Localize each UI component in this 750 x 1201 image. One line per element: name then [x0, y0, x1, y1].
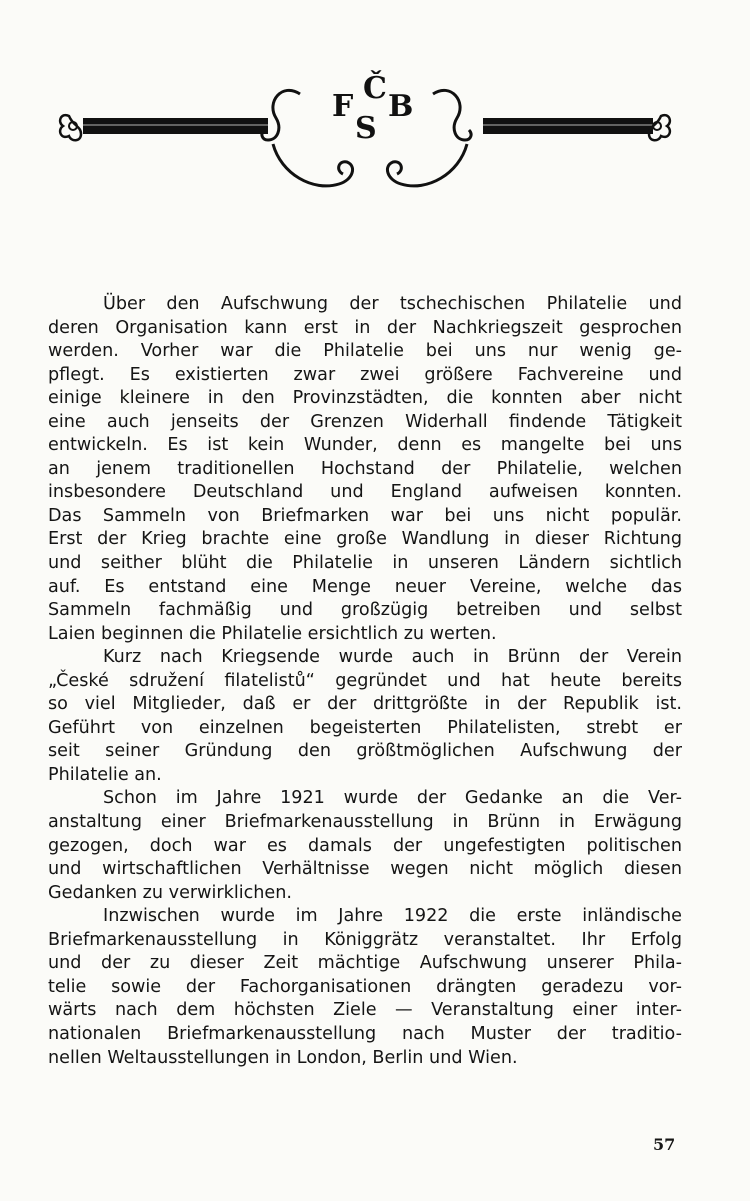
text-line: wärts nach dem höchsten Ziele — Veranstaltung einer inter- [48, 1000, 682, 1021]
paragraph-4 [48, 905, 682, 1070]
text-line: Schon im Jahre 1921 wurde der Gedanke an die Ver- [103, 788, 682, 809]
paragraph-3 [48, 787, 682, 905]
text-line: deren Organisation kann erst in der Nachkriegszeit gesprochen [48, 317, 682, 338]
text-line: auf. Es entstand eine Menge neuer Vereine, welche das [48, 576, 682, 597]
text-line: nellen Weltausstellungen in London, Berlin und Wien. [48, 1047, 518, 1068]
monogram-letter-s: S [355, 111, 377, 146]
monogram-letter-b: B [388, 89, 414, 124]
fcsb-headpiece-ornament [55, 60, 695, 200]
left-ornament-bar [60, 115, 268, 140]
paragraph-1 [48, 293, 682, 646]
body-text [48, 293, 682, 1070]
monogram-letter-c: Č [363, 71, 387, 106]
text-line: anstaltung einer Briefmarkenausstellung in Brünn in Erwägung [48, 812, 682, 833]
text-line: einige kleinere in den Provinzstädten, die konnten aber nicht [48, 388, 682, 409]
text-line: Laien beginnen die Philatelie ersichtlich zu werten. [48, 623, 497, 644]
text-line: und seither blüht die Philatelie in unseren Ländern sichtlich [48, 553, 682, 574]
text-line: entwickeln. Es ist kein Wunder, denn es mangelte bei uns [48, 435, 682, 456]
page-number: 57 [653, 1135, 676, 1154]
paragraph-2 [48, 646, 682, 787]
text-line: an jenem traditionellen Hochstand der Philatelie, welchen [48, 458, 682, 479]
text-line: nationalen Briefmarkenausstellung nach Muster der traditio- [48, 1023, 682, 1044]
text-line: werden. Vorher war die Philatelie bei uns nur wenig ge- [48, 341, 682, 362]
text-line: Geführt von einzelnen begeisterten Philatelisten, strebt er [48, 717, 682, 738]
text-line: so viel Mitglieder, daß er der drittgrößte in der Republik ist. [48, 694, 682, 715]
text-line: seit seiner Gründung den größtmöglichen Aufschwung der [48, 741, 682, 762]
text-line: eine auch jenseits der Grenzen Widerhall findende Tätigkeit [48, 411, 682, 432]
text-line: insbesondere Deutschland und England aufweisen konnten. [48, 482, 682, 503]
text-line: Das Sammeln von Briefmarken war bei uns nicht populär. [48, 505, 682, 526]
text-line: Briefmarkenausstellung in Königgrätz veranstaltet. Ihr Erfolg [48, 929, 682, 950]
text-line: Über den Aufschwung der tschechischen Philatelie und [103, 294, 682, 314]
text-line: und wirtschaftlichen Verhältnisse wegen nicht möglich diesen [48, 859, 682, 880]
text-line: „České sdružení filatelistů“ gegründet und hat heute bereits [48, 670, 682, 691]
text-line: Kurz nach Kriegsende wurde auch in Brünn der Verein [103, 647, 682, 668]
text-line: telie sowie der Fachorganisationen drängten geradezu vor- [48, 976, 682, 997]
text-line: pflegt. Es existierten zwar zwei größere Fachvereine und [48, 364, 682, 385]
text-line: Gedanken zu verwirklichen. [48, 882, 293, 903]
text-line: Erst der Krieg brachte eine große Wandlung in dieser Richtung [48, 529, 682, 550]
text-line: und der zu dieser Zeit mächtige Aufschwung unserer Phila- [48, 953, 682, 974]
text-line: Philatelie an. [48, 764, 162, 785]
monogram-letter-f: F [332, 89, 354, 124]
text-line: Sammeln fachmäßig und großzügig betreiben und selbst [48, 600, 682, 621]
right-ornament-bar [483, 115, 670, 140]
text-line: gezogen, doch war es damals der ungefestigten politischen [48, 835, 682, 856]
text-line: Inzwischen wurde im Jahre 1922 die erste inländische [103, 906, 682, 927]
